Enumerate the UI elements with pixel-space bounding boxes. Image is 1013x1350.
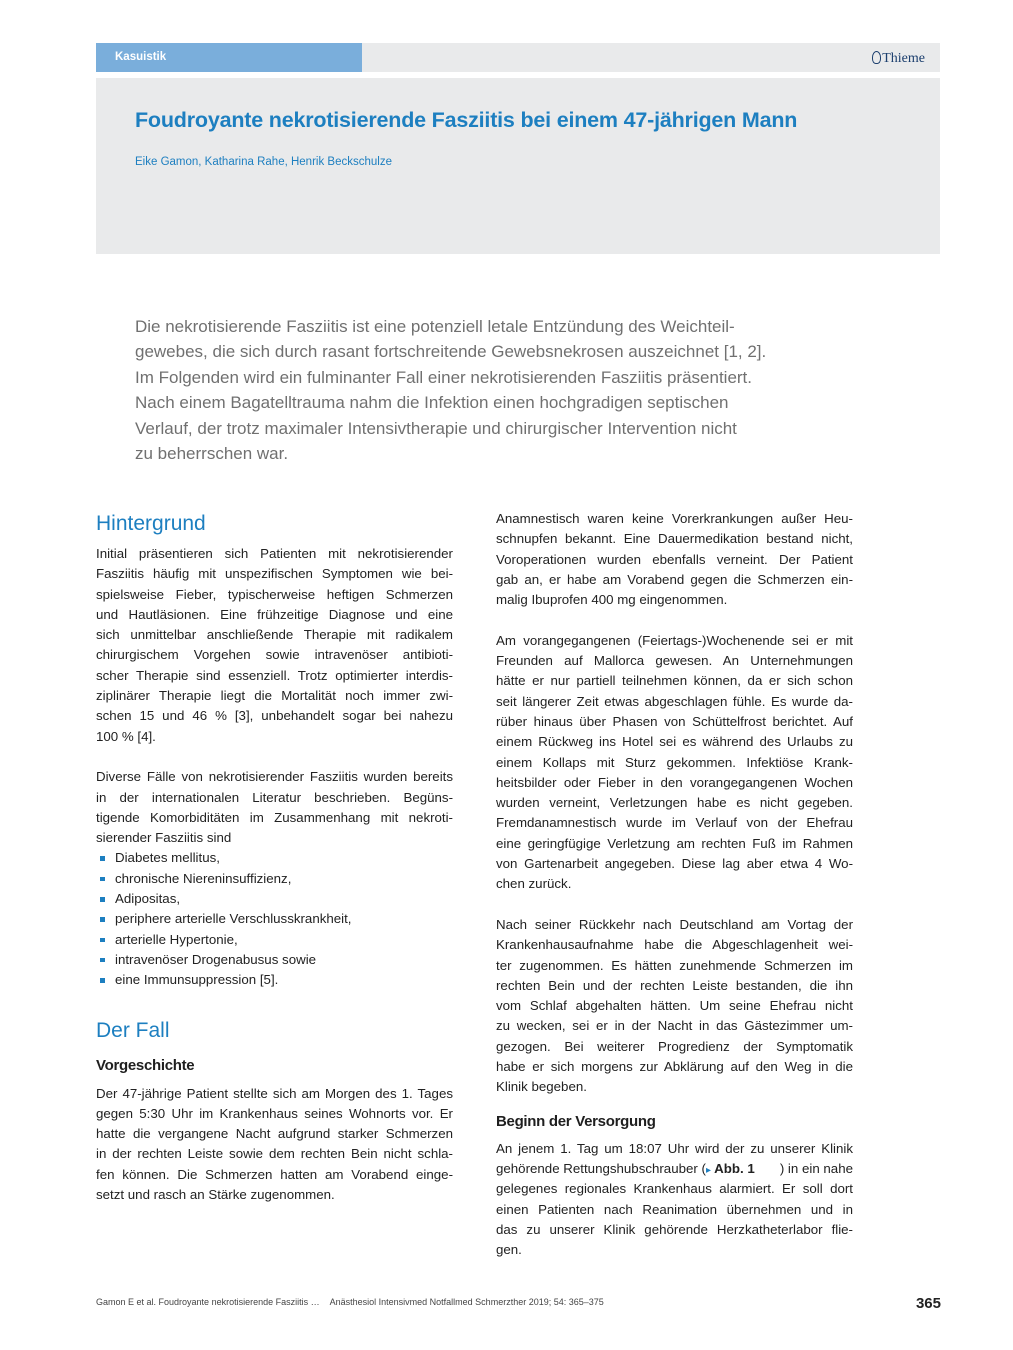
list-item: arterielle Hypertonie, bbox=[96, 930, 453, 950]
section-label: Kasuistik bbox=[96, 43, 362, 72]
list-item: chronische Niereninsuffizienz, bbox=[96, 869, 453, 889]
publisher-name: Thieme bbox=[882, 51, 925, 66]
text-line: setzt und rasch an Stärke zugenommen. bbox=[96, 1187, 335, 1203]
text-line: 100 % [4]. bbox=[96, 728, 156, 744]
article-authors: Eike Gamon, Katharina Rahe, Henrik Beckschulze bbox=[135, 156, 392, 168]
text-line: Klinik begeben. bbox=[496, 1079, 587, 1095]
text-line: einen Patienten nach Reanimation übernehmen und in bbox=[496, 1201, 853, 1217]
abstract-line: Die nekrotisierende Fasziitis ist eine potenziell letale Entzündung des Weichteil- bbox=[135, 317, 735, 336]
paragraph-hintergrund-1 bbox=[96, 544, 453, 747]
figure-reference[interactable] bbox=[706, 1159, 853, 1179]
thieme-logo-icon bbox=[872, 51, 881, 64]
text-line: seit längerer Zeit etwas abgeschlagen fühle. Es wurde da- bbox=[496, 693, 853, 709]
text-line: zu wecken, sei er in der Nacht in das Gästezimmer um- bbox=[496, 1018, 853, 1034]
heading-hintergrund: Hintergrund bbox=[96, 512, 206, 535]
comorbidity-list bbox=[96, 848, 453, 990]
page-number: 365 bbox=[915, 1295, 941, 1312]
text-line: rüber hinaus über Phasen von Schüttelfrost berichtet. Auf bbox=[496, 713, 853, 729]
paragraph-versorgung bbox=[496, 1139, 853, 1261]
left-column bbox=[96, 512, 453, 1205]
abstract-line: zu beherrschen war. bbox=[135, 444, 289, 464]
text-line: vom Schlaf abgehalten hätten. Um seine Ehefrau nicht bbox=[496, 998, 853, 1014]
abstract-line: Im Folgenden wird ein fulminanter Fall einer nekrotisierenden Fasziitis präsentiert. bbox=[135, 367, 753, 387]
paragraph-hintergrund-2 bbox=[96, 767, 453, 848]
paragraph-vorgeschichte bbox=[96, 1084, 453, 1206]
text-line: schen 15 und 46 % [3], unbehandelt sogar bei nahezu bbox=[96, 708, 453, 724]
text-line: Fasziitis häufig mit unspezifischen Symptomen wie bei- bbox=[96, 566, 453, 582]
text-fragment: ) in ein nahe bbox=[779, 1160, 853, 1176]
text-line: schnupfen bekannt. Eine Dauermedikation bestand nicht, bbox=[496, 531, 853, 547]
text-line: Nach seiner Rückkehr nach Deutschland am Vortag der bbox=[496, 916, 853, 932]
text-line: hatte die vergangene Nacht aufgrund starker Schmerzen bbox=[96, 1126, 453, 1142]
text-line: das zu unserer Klinik gehörende Herzkatheterlabor flie- bbox=[496, 1221, 853, 1237]
text-line bbox=[496, 1159, 853, 1179]
list-item: Diabetes mellitus, bbox=[96, 848, 453, 868]
footer-citation bbox=[96, 1297, 604, 1307]
text-line: gelegenes regionales Krankenhaus alarmiert. Er soll dort bbox=[496, 1181, 853, 1197]
text-line: gab an, er habe am Vorabend gegen die Schmerzen ein- bbox=[496, 571, 853, 587]
text-fragment: gehörende Rettungshubschrauber ( bbox=[496, 1160, 706, 1176]
text-line: sich unmittelbar anschließende Therapie mit radikalem bbox=[96, 627, 453, 643]
text-line: scher Therapie sind essenziell. Trotz optimierter interdis- bbox=[96, 667, 453, 683]
paragraph-rueckkehr bbox=[496, 915, 853, 1098]
text-line: in der rechten Leiste sowie dem rechten Bein nicht schla- bbox=[96, 1146, 453, 1162]
text-line: malig Ibuprofen 400 mg eingenommen. bbox=[496, 592, 728, 608]
text-line: Krankenhausaufnahme habe die Abgeschlagenheit wei- bbox=[496, 937, 853, 953]
text-line: chen zurück. bbox=[496, 876, 572, 892]
publisher-logo bbox=[872, 43, 925, 72]
text-line: und Hautläsionen. Eine frühzeitige Diagnose und eine bbox=[96, 606, 453, 622]
text-line: chirurgischem Vorgehen sowie intravenöser antibioti- bbox=[96, 647, 453, 663]
subheading-vorgeschichte: Vorgeschichte bbox=[96, 1056, 195, 1074]
text-line: Initial präsentieren sich Patienten mit nekrotisierender bbox=[96, 546, 453, 561]
text-line: Der 47-jährige Patient stellte sich am Morgen des 1. Tages bbox=[96, 1085, 453, 1101]
text-line: ter zugenommen. Es hätten zunehmende Schmerzen im bbox=[496, 957, 853, 973]
text-line: tigende Komorbiditäten im Zusammenhang mit nekroti- bbox=[96, 809, 453, 825]
paragraph-anamnese bbox=[496, 509, 853, 610]
abstract-line: gewebes, die sich durch rasant fortschreitende Gewebsnekrosen auszeichnet [1, 2]. bbox=[135, 342, 767, 362]
text-line: ziplinärer Therapie liegt die Mortalität noch immer zwi- bbox=[96, 688, 453, 704]
text-line: habe er sich morgens zur Abklärung auf den Weg in die bbox=[496, 1059, 853, 1075]
abstract-line: Verlauf, der trotz maximaler Intensivtherapie und chirurgischer Intervention nicht bbox=[135, 418, 737, 438]
text-line: eine geringfügige Verletzung am rechten Fuß im Rahmen bbox=[496, 835, 853, 851]
text-line: sierender Fasziitis sind bbox=[96, 830, 232, 846]
text-line: Diverse Fälle von nekrotisierender Fasziitis wurden bereits bbox=[96, 769, 453, 785]
text-line: von Gartenarbeit angegeben. Diese lag aber etwa 4 Wo- bbox=[496, 856, 853, 872]
text-line: einem Kollaps mit Sturz gekommen. Infektiöse Krank- bbox=[496, 754, 853, 770]
text-line: einem Rückweg ins Hotel sei es während des Urlaubs zu bbox=[496, 734, 853, 750]
text-line: in der internationalen Literatur beschrieben. Begüns- bbox=[96, 789, 453, 805]
heading-der-fall: Der Fall bbox=[96, 1018, 170, 1042]
text-line: gen. bbox=[496, 1242, 522, 1258]
list-item: intravenöser Drogenabusus sowie bbox=[96, 950, 453, 970]
text-line: gegen 5:30 Uhr im Krankenhaus seines Wohnorts vor. Er bbox=[96, 1105, 453, 1121]
text-line: Fremdanamnestisch wurde im Verlauf von der Ehefrau bbox=[496, 815, 853, 831]
figure-reference-label: Abb. 1 bbox=[710, 1160, 755, 1176]
subheading-beginn-versorgung: Beginn der Versorgung bbox=[496, 1112, 656, 1130]
text-line: spielsweise Fieber, typischerweise heftigen Schmerzen bbox=[96, 586, 453, 602]
text-line: wurden verneint, Verletzungen habe es nicht gegeben. bbox=[496, 795, 853, 811]
article-title: Foudroyante nekrotisierende Fasziitis bei einem 47-jährigen Mann bbox=[135, 108, 798, 132]
paragraph-wochenende bbox=[496, 631, 853, 895]
abstract-line: Nach einem Bagatelltrauma nahm die Infektion einen hochgradigen septischen bbox=[135, 393, 729, 413]
abstract bbox=[135, 314, 825, 466]
text-line: fen können. Die Schmerzen hatten am Vorabend einge- bbox=[96, 1166, 453, 1182]
citation-journal: Anästhesiol Intensivmed Notfallmed Schmerzther 2019; 54: 365–375 bbox=[329, 1297, 604, 1307]
text-line: Voroperationen wurden ebenfalls verneint. Der Patient bbox=[496, 551, 853, 567]
text-line: Freunden auf Mallorca gewesen. An Unternehmungen bbox=[496, 653, 853, 669]
text-line: rechten Bein und der rechten Leiste bestanden, die ihn bbox=[496, 977, 853, 993]
text-line: Anamnestisch waren keine Vorerkrankungen außer Heu- bbox=[496, 511, 853, 526]
list-item: Adipositas, bbox=[96, 889, 453, 909]
list-item: periphere arterielle Verschlusskrankheit, bbox=[96, 909, 453, 929]
text-line: An jenem 1. Tag um 18:07 Uhr wird der zu unserer Klinik bbox=[496, 1140, 853, 1156]
text-line: Am vorangegangenen (Feiertags-)Wochenende sei er mit bbox=[496, 632, 853, 648]
text-line: heitsbilder oder Fieber in den vorangegangenen Wochen bbox=[496, 774, 853, 790]
citation-authors: Gamon E et al. Foudroyante nekrotisierende Fasziitis … bbox=[96, 1297, 320, 1307]
text-line: hätte er nur partiell teilnehmen können, da er sich schon bbox=[496, 673, 853, 689]
arrow-right-icon: ▸ bbox=[705, 1164, 711, 1176]
right-column bbox=[496, 509, 853, 1260]
list-item: eine Immunsuppression [5]. bbox=[96, 970, 453, 990]
text-line: gezogen. Bei weiterer Progredienz der Symptomatik bbox=[496, 1038, 853, 1054]
